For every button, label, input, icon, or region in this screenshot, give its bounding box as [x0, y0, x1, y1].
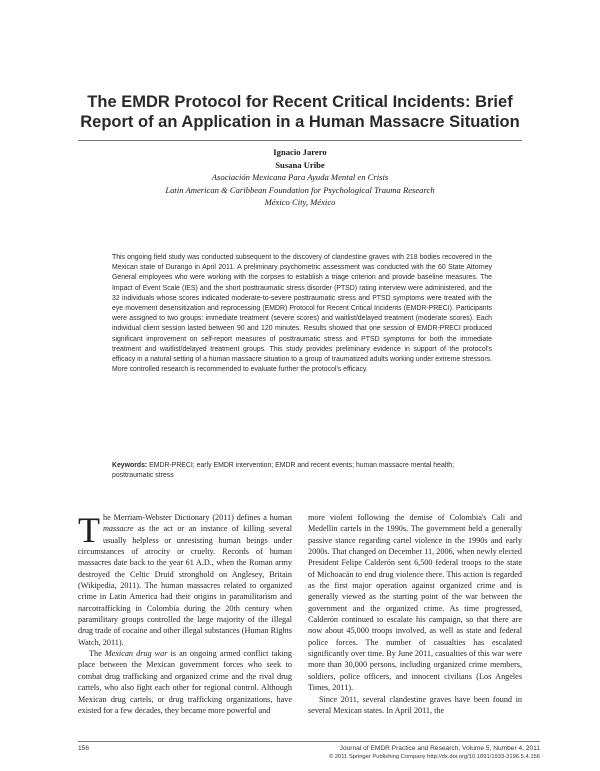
affiliation: Asociación Mexicana Para Ayuda Mental en Crisis — [211, 172, 389, 182]
author-block — [78, 146, 522, 209]
paragraph: more violent following the demise of Colombia's Cali and Medellin cartels in the 1990s. The government held a generally passive stance regarding cartel violence in the 1990s and early 2000s. That changed on December 11, 2006, when newly elected President Felipe Calderón sent 6,500 federal troops to the state of Michoacán to end drug violence there. This action is regarded as the first major operation against organized crime and is generally viewed as the starting point of the war between the government and the organized crime. As time progressed, Calderón continued to escalate his campaign, so that there are now about 45,000 troops involved, as well as state and federal police forces. The number of casualties has escalated significantly over time. By June 2011, casualties of this war were more than 30,000 persons, including organized crime members, soldiers, police officers, and innocent civilians (Los Angeles Times, 2011). — [308, 513, 522, 693]
page-number: 156 — [78, 745, 90, 752]
paragraph: Since 2011, several clandestine graves have been found in several Mexican states. In April 2011, the — [308, 694, 522, 715]
body-column-left — [78, 512, 292, 732]
affiliation: Latin American & Caribbean Foundation for Psychological Trauma Research — [165, 184, 435, 195]
abstract: This ongoing field study was conducted subsequent to the discovery of clandestine graves with 218 bodies recovered in the Mexican state of Durango in April 2011. A preliminary psychometric assessment was conducted with the 60 State Attorney General employees who were working with the corpses to establish a triage criterion and provide baseline measures. The Impact of Event Scale (IES) and the short posttraumatic stress disorder (PTSD) rating interview were administered, and the 32 individuals whose scores indicated moderate-to-severe posttraumatic stress and PTSD symptoms were treated with the eye movement desensitization and reprocessing (EMDR) Protocol for Recent Critical Incidents (EMDR-PRECI). Participants were assigned to two groups: immediate treatment (severe scores) and waitlist/delayed treatment (moderate scores). Each individual client session lasted between 90 and 120 minutes. Results showed that one session of EMDR-PRECI produced significant improvement on self-report measures of posttraumatic stress and PTSD symptoms for both the immediate treatment and waitlist/delayed treatment groups. This study provides preliminary evidence in support of the protocol's efficacy in a natural setting of a human massacre situation to a group of traumatized adults working under extreme stressors. More controlled research is recommended to evaluate further the protocol's efficacy. — [112, 254, 492, 374]
copyright-doi: © 2011 Springer Publishing Company http://dx.doi.org/10.1891/1933-3196.5.4.156 — [328, 754, 540, 760]
keywords-label: Keywords: — [112, 462, 148, 469]
author-name: Susana Uribe — [275, 159, 325, 170]
affiliation: México City, México — [264, 197, 336, 207]
title-divider — [78, 140, 522, 141]
keywords — [112, 461, 492, 481]
paragraph: The Mexican drug war is an ongoing armed conflict taking place between the Mexican government forces who seek to combat drug trafficking and organized crime and the rival drug cartels, who also fight each other for regional control. Although Mexican drug cartels, or drug trafficking organizations, have existed for a few decades, they became more powerful and — [78, 649, 292, 715]
article-title: The EMDR Protocol for Recent Critical Incidents: Brief Report of an Application in a Human Massacre Situation — [80, 93, 520, 131]
author-name: Ignacio Jarero — [273, 147, 327, 157]
journal-citation: Journal of EMDR Practice and Research, Volume 5, Number 4, 2011 — [339, 745, 540, 752]
drop-cap: T — [78, 512, 100, 550]
body-column-right — [308, 512, 522, 734]
keywords-text: EMDR-PRECI; early EMDR intervention; EMDR and recent events; human massacre mental health; posttraumatic stress — [112, 462, 454, 480]
paragraph: The Merriam-Webster Dictionary (2011) defines a human massacre as the act or an instance of killing several usually helpless or unresisting human beings under circumstances of atrocity or cruelty. Records of human massacres date back to the year 61 A.D., when the Roman army destroyed the Celtic Druid stronghold on Anglesey, Britain (Wikipedia, 2011). The human massacres related to organized crime in Latin America had their origins in paramilitarism and narcotrafficking in Colombia during the 20th century when paramilitary groups controlled the large majority of the illegal drug trade of cocaine and other illegal substances (Human Rights Watch, 2011). — [78, 512, 292, 647]
footer-divider — [78, 741, 540, 742]
